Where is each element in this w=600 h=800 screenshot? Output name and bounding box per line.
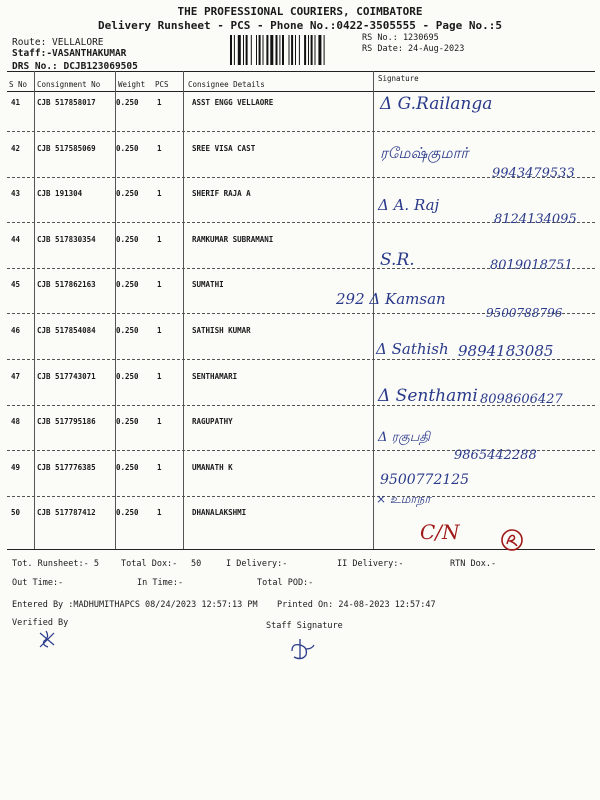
- row-consignee: UMANATH K: [192, 462, 233, 472]
- col-header-pcs: PCS: [155, 80, 169, 89]
- entered-by: Entered By :MADHUMITHAPCS 08/24/2023 12:57:13 PM: [12, 600, 258, 610]
- col-header-signature: Signature: [378, 74, 419, 83]
- handwritten-cn-note: C/N: [420, 520, 460, 544]
- handwritten-signature: × உமாநா: [376, 492, 431, 506]
- staff-signature-mark: [286, 635, 322, 665]
- row-consignee: SUMATHI: [192, 280, 224, 290]
- row-separator: [7, 131, 595, 132]
- row-weight: 0.250: [116, 371, 139, 381]
- row-pcs: 1: [157, 508, 162, 518]
- handwritten-phone: 9894183085: [458, 342, 554, 360]
- red-initials-mark: [498, 526, 526, 554]
- row-consignee: DHANALAKSHMI: [192, 508, 247, 518]
- col-divider: [183, 71, 184, 549]
- row-weight: 0.250: [116, 189, 139, 199]
- handwritten-phone: 9943479533: [492, 166, 575, 181]
- col-header-sno: S No: [9, 80, 28, 89]
- route-label: Route: VELLALORE: [12, 37, 104, 48]
- row-sno: 48: [11, 417, 21, 427]
- row-consignee: SHERIF RAJA A: [192, 189, 251, 199]
- row-consignment-no: CJB 517862163: [37, 280, 96, 290]
- table-header-border: [7, 91, 595, 92]
- row-sno: 42: [11, 143, 21, 153]
- row-sno: 46: [11, 326, 21, 335]
- row-sno: 47: [11, 371, 21, 381]
- handwritten-phone: 9500772125: [380, 472, 470, 488]
- row-consignment-no: CJB 517585069: [37, 143, 96, 153]
- row-weight: 0.250: [116, 326, 139, 335]
- printed-on: Printed On: 24-08-2023 12:57:47: [277, 600, 436, 610]
- row-consignee: RAGUPATHY: [192, 417, 233, 427]
- row-consignee: SREE VISA CAST: [192, 143, 256, 153]
- row-sno: 45: [11, 280, 21, 290]
- handwritten-signature: 292 Δ Kamsan: [336, 290, 446, 308]
- handwritten-phone: 9865442288: [454, 448, 537, 463]
- table-top-border: [7, 71, 595, 72]
- handwritten-signature: Δ Senthami: [378, 386, 478, 406]
- total-dox-label: Total Dox:-: [121, 559, 178, 569]
- ii-delivery: II Delivery:-: [337, 559, 404, 569]
- row-consignment-no: CJB 517795186: [37, 417, 96, 427]
- total-dox-value: 50: [191, 559, 202, 569]
- handwritten-phone: 9500788796: [486, 306, 563, 320]
- row-pcs: 1: [157, 462, 162, 472]
- row-weight: 0.250: [116, 508, 139, 518]
- row-weight: 0.250: [116, 98, 139, 107]
- row-consignment-no: CJB 191304: [37, 189, 83, 199]
- row-weight: 0.250: [116, 143, 139, 153]
- col-header-weight: Weight: [118, 80, 146, 89]
- i-delivery: I Delivery:-: [226, 559, 288, 569]
- row-pcs: 1: [157, 417, 162, 427]
- verified-by: Verified By: [12, 618, 69, 628]
- handwritten-phone: 8098606427: [480, 392, 563, 407]
- handwritten-phone: 8124134095: [494, 212, 577, 227]
- total-runsheet: Tot. Runsheet:- 5: [12, 559, 99, 569]
- out-time: Out Time:-: [12, 578, 64, 588]
- row-sno: 44: [11, 234, 21, 244]
- barcode-image: [230, 35, 354, 65]
- in-time: In Time:-: [137, 578, 184, 588]
- col-header-consignment: Consignment No: [37, 80, 101, 89]
- verifier-signature-mark: [36, 627, 60, 651]
- row-pcs: 1: [157, 143, 162, 153]
- handwritten-signature: Δ ரகுபதி: [378, 430, 431, 445]
- handwritten-signature: ரமேஷ்குமார்: [380, 144, 469, 162]
- row-consignment-no: CJB 517743071: [37, 371, 96, 381]
- row-pcs: 1: [157, 98, 162, 107]
- row-pcs: 1: [157, 189, 162, 199]
- row-consignee: ASST ENGG VELLAORE: [192, 98, 274, 107]
- row-pcs: 1: [157, 371, 162, 381]
- handwritten-signature: Δ G.Railanga: [380, 94, 493, 114]
- row-pcs: 1: [157, 234, 162, 244]
- col-divider: [373, 71, 374, 549]
- rs-date: RS Date: 24-Aug-2023: [362, 44, 465, 54]
- handwritten-signature: S.R.: [380, 250, 415, 270]
- row-consignee: SATHISH KUMAR: [192, 326, 251, 335]
- row-consignee: SENTHAMARI: [192, 371, 238, 381]
- staff-label: Staff:-VASANTHAKUMAR: [12, 48, 127, 59]
- row-weight: 0.250: [116, 280, 139, 290]
- row-sno: 50: [11, 508, 21, 518]
- staff-signature-label: Staff Signature: [266, 621, 343, 631]
- rs-number: RS No.: 1230695: [362, 33, 439, 43]
- col-divider: [34, 71, 35, 549]
- company-title: THE PROFESSIONAL COURIERS, COIMBATORE: [177, 5, 423, 18]
- col-header-consignee: Consignee Details: [188, 80, 265, 89]
- row-pcs: 1: [157, 280, 162, 290]
- handwritten-signature: Δ Sathish: [376, 340, 449, 358]
- row-consignment-no: CJB 517776385: [37, 462, 96, 472]
- row-consignee: RAMKUMAR SUBRAMANI: [192, 234, 274, 244]
- row-sno: 41: [11, 98, 21, 107]
- row-consignment-no: CJB 517854084: [37, 326, 96, 335]
- row-weight: 0.250: [116, 462, 139, 472]
- row-sno: 43: [11, 189, 21, 199]
- total-pod: Total POD:-: [257, 578, 314, 588]
- row-pcs: 1: [157, 326, 162, 335]
- row-weight: 0.250: [116, 417, 139, 427]
- row-consignment-no: CJB 517858017: [37, 98, 96, 107]
- handwritten-phone: 8019018751: [490, 258, 573, 273]
- handwritten-signature: Δ A. Raj: [378, 196, 440, 214]
- rtn-dox: RTN Dox.-: [450, 559, 497, 569]
- row-sno: 49: [11, 462, 21, 472]
- row-separator: [7, 496, 595, 497]
- row-weight: 0.250: [116, 234, 139, 244]
- row-consignment-no: CJB 517830354: [37, 234, 96, 244]
- row-consignment-no: CJB 517787412: [37, 508, 96, 518]
- drs-number: DRS No.: DCJB123069505: [12, 61, 138, 72]
- runsheet-subtitle: Delivery Runsheet - PCS - Phone No.:0422-3505555 - Page No.:5: [98, 19, 502, 32]
